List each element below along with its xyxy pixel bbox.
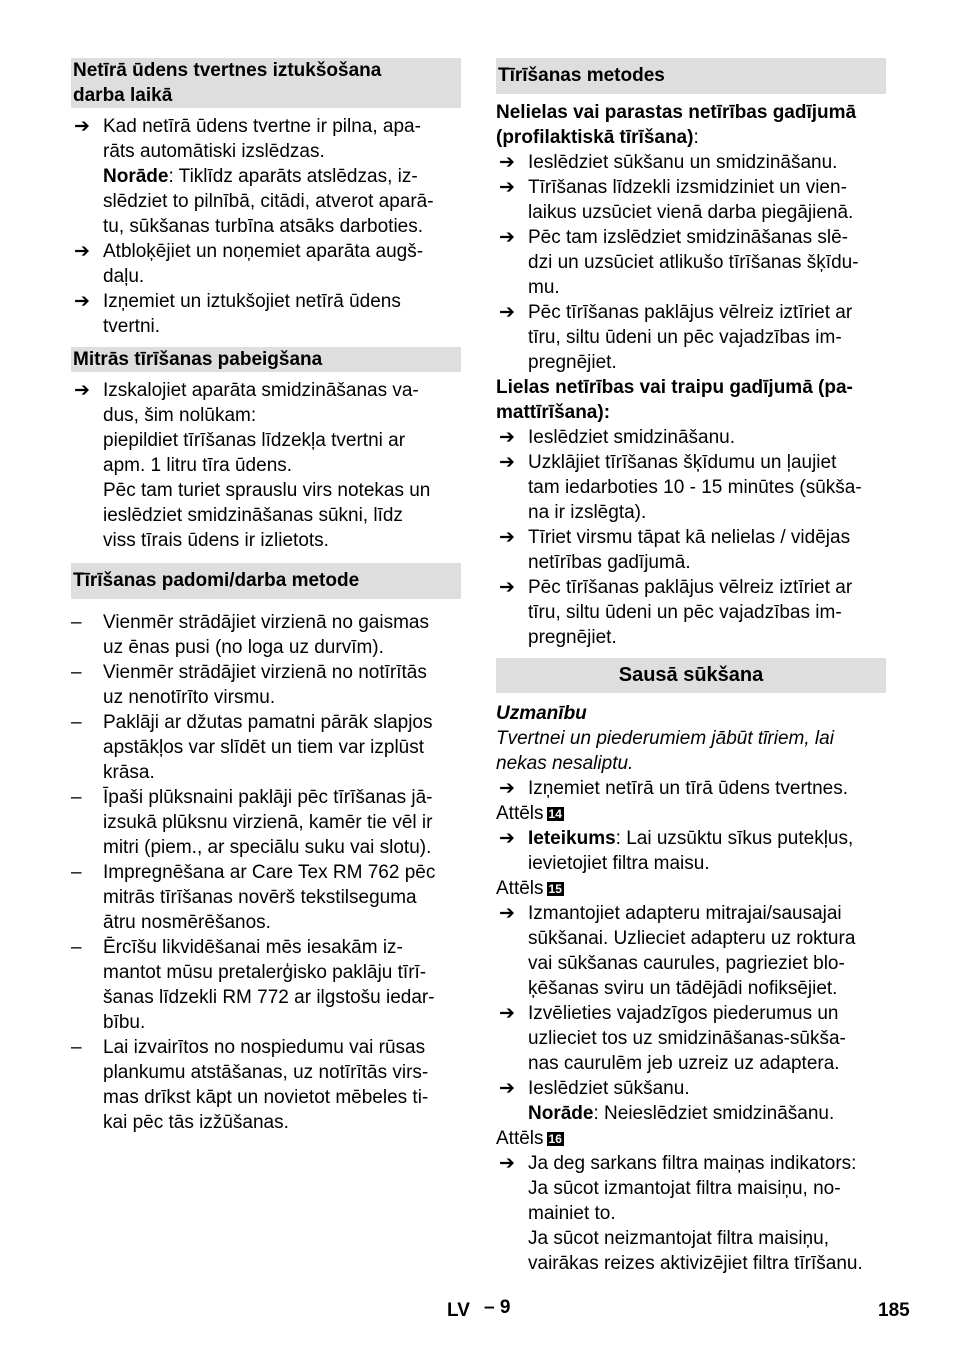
arrow-icon: ➔ xyxy=(499,527,515,548)
dash-bullet-icon: – xyxy=(71,662,82,683)
arrow-icon: ➔ xyxy=(74,241,90,262)
list-item: – Lai izvairītos no nospiedumu vai rūsas plankumu atstāšanas, uz notīrītās virs- mas drīkst kāpt un novietot mēbeles ti- kai pēc tās izžūšanas. xyxy=(71,1037,429,1133)
figure-number-badge: 15 xyxy=(548,882,562,896)
section-heading-cleaning-methods: Tīrīšanas metodes xyxy=(496,58,886,94)
dash-bullet-icon: – xyxy=(71,1037,82,1058)
list-item: – Paklāji ar džutas pamatni pārāk slapjos apstākļos var slīdēt un tiem var izplūst krāsa. xyxy=(71,712,433,783)
arrow-icon: ➔ xyxy=(499,778,515,799)
footer-section-page: – 9 xyxy=(484,1297,511,1318)
figure-number-badge: 14 xyxy=(548,807,562,821)
subheading-heavy-soiling: Lielas netīrības vai traipu gadījumā (pa- mattīrīšana): xyxy=(496,377,853,423)
arrow-icon: ➔ xyxy=(499,152,515,173)
list-item: ➔ Izskalojiet aparāta smidzināšanas va- dus, šim nolūkam: piepildiet tīrīšanas līdzekļa tvertni ar apm. 1 litru tīra ūdens. Pēc tam turiet sprauslu virs notekas un ieslēdziet smidzināšanas sūkni, līdz viss tīrais ūdens ir izlietots. xyxy=(74,380,431,551)
arrow-icon: ➔ xyxy=(499,427,515,448)
list-item: ➔ Pēc tam izslēdziet smidzināšanas slē- dzi un uzsūciet atlikušo tīrīšanas šķīdu- mu. xyxy=(499,227,859,298)
list-item: ➔ Izņemiet netīrā un tīrā ūdens tvertnes. xyxy=(499,778,849,799)
list-item: ➔ Kad netīrā ūdens tvertne ir pilna, apa- rāts automātiski izslēdzas. Norāde: Tiklīdz aparāts atslēdzas, iz- slēdziet to pilnībā, citādi, atverot aparā- tu, sūkšanas turbīna atsāks darboties. xyxy=(71,114,461,239)
list-item: ➔ Ieslēdziet sūkšanu un smidzināšanu. xyxy=(499,152,838,173)
arrow-icon: ➔ xyxy=(499,1153,515,1174)
tips-list xyxy=(71,610,461,1135)
list-item: – Īpaši plūksnaini paklāji pēc tīrīšanas jā- izsukā plūksnu virzienā, kamēr tie vēl ir mitri (piem., ar speciālu suku vai slotu). xyxy=(71,787,433,858)
list-item: ➔ Pēc tīrīšanas paklājus vēlreiz iztīriet ar tīru, siltu ūdeni un pēc vajadzības im- pregnējiet. xyxy=(499,302,853,373)
figure-reference: Attēls 16 xyxy=(496,1128,562,1149)
dash-bullet-icon: – xyxy=(71,787,82,808)
list-item: ➔ Tīrīšanas līdzekli izsmidziniet un vien- laikus uzsūciet vienā darba piegājienā. xyxy=(499,177,854,223)
arrow-icon: ➔ xyxy=(74,291,90,312)
arrow-icon: ➔ xyxy=(74,116,90,137)
dash-bullet-icon: – xyxy=(71,862,82,883)
note: Norāde: Neieslēdziet smidzināšanu. xyxy=(528,1103,835,1124)
figure-reference: Attēls 14 xyxy=(496,803,562,824)
figure-reference: Attēls 15 xyxy=(496,878,562,899)
left-column xyxy=(71,58,461,1135)
list-item: ➔ Atbloķējiet un noņemiet aparāta augš- daļu. xyxy=(74,241,424,287)
section-heading-dry-vacuuming: Sausā sūkšana xyxy=(496,658,886,693)
list-item: ➔ Ieteikums: Lai uzsūktu sīkus putekļus, ievietojiet filtra maisu. xyxy=(499,828,854,874)
figure-number-badge: 16 xyxy=(548,1132,562,1146)
list-item: ➔ Ieslēdziet sūkšanu. Norāde: Neieslēdziet smidzināšanu. xyxy=(496,1076,886,1126)
arrow-icon: ➔ xyxy=(499,1003,515,1024)
section-heading-empty-dirty-tank: Netīrā ūdens tvertnes iztukšošana darba laikā xyxy=(71,58,461,108)
arrow-icon: ➔ xyxy=(499,828,515,849)
arrow-icon: ➔ xyxy=(499,577,515,598)
list-item: ➔ Uzklājiet tīrīšanas šķīdumu un ļaujiet tam iedarboties 10 - 15 minūtes (sūkša- na ir izslēgta). xyxy=(499,452,862,523)
arrow-icon: ➔ xyxy=(499,302,515,323)
footer-language: LV xyxy=(447,1300,470,1321)
list-item: ➔ Ja deg sarkans filtra maiņas indikators: Ja sūcot izmantojat filtra maisiņu, no- mainiet to. Ja sūcot neizmantojat filtra maisiņu, vairākas reizes aktivizējiet filtra tīrīšanu. xyxy=(499,1153,863,1274)
list-item: ➔ Izvēlieties vajadzīgos piederumus un uzlieciet tos uz smidzināšanas-sūkša- nas caurulēm jeb uzreiz uz adaptera. xyxy=(499,1003,846,1074)
arrow-icon: ➔ xyxy=(499,1078,515,1099)
dash-bullet-icon: – xyxy=(71,612,82,633)
right-column xyxy=(496,58,886,1276)
list-item: ➔ Izņemiet un iztukšojiet netīrā ūdens tvertni. xyxy=(74,291,401,337)
arrow-icon: ➔ xyxy=(499,227,515,248)
warning-text: Tvertnei un piederumiem jābūt tīriem, lai nekas nesaliptu. xyxy=(496,728,834,774)
dash-bullet-icon: – xyxy=(71,712,82,733)
list-item: – Vienmēr strādājiet virzienā no notīrītās uz nenotīrīto virsmu. xyxy=(71,662,427,708)
dash-bullet-icon: – xyxy=(71,937,82,958)
list-item: – Vienmēr strādājiet virzienā no gaismas uz ēnas pusi (no loga uz durvīm). xyxy=(71,612,429,658)
arrow-icon: ➔ xyxy=(74,380,90,401)
page-number: 185 xyxy=(878,1300,910,1321)
list-item: – Ērcīšu likvidēšanai mēs iesakām iz- mantot mūsu pretalerģisko paklāju tīrī- šanas līdzekli RM 772 ar ilgstošu iedar- bību. xyxy=(71,937,435,1033)
subheading-light-soiling: Nelielas vai parastas netīrības gadījumā (profilaktiskā tīrīšana): xyxy=(496,102,857,148)
list-item: ➔ Pēc tīrīšanas paklājus vēlreiz iztīriet ar tīru, siltu ūdeni un pēc vajadzības im- pregnējiet. xyxy=(499,577,853,648)
arrow-icon: ➔ xyxy=(499,452,515,473)
list-item: ➔ Tīriet virsmu tāpat kā nelielas / vidējas netīrības gadījumā. xyxy=(499,527,851,573)
section-heading-finish-wet-cleaning: Mitrās tīrīšanas pabeigšana xyxy=(71,347,461,372)
section-heading-cleaning-tips: Tīrīšanas padomi/darba metode xyxy=(71,563,461,599)
list-item: ➔ Ieslēdziet smidzināšanu. xyxy=(499,427,735,448)
arrow-icon: ➔ xyxy=(499,903,515,924)
arrow-icon: ➔ xyxy=(499,177,515,198)
note: Norāde: Tiklīdz aparāts atslēdzas, iz- xyxy=(103,166,418,187)
list-item: – Impregnēšana ar Care Tex RM 762 pēc mitrās tīrīšanas novērš tekstilseguma ātru nosmērēšanos. xyxy=(71,862,436,933)
warning-title: Uzmanību xyxy=(496,703,587,724)
list-item: ➔ Izmantojiet adapteru mitrajai/sausajai sūkšanai. Uzlieciet adapteru uz roktura vai sūkšanas caurules, pagrieziet blo- ķēšanas sviru un tādējādi nofiksējiet. xyxy=(499,903,856,999)
